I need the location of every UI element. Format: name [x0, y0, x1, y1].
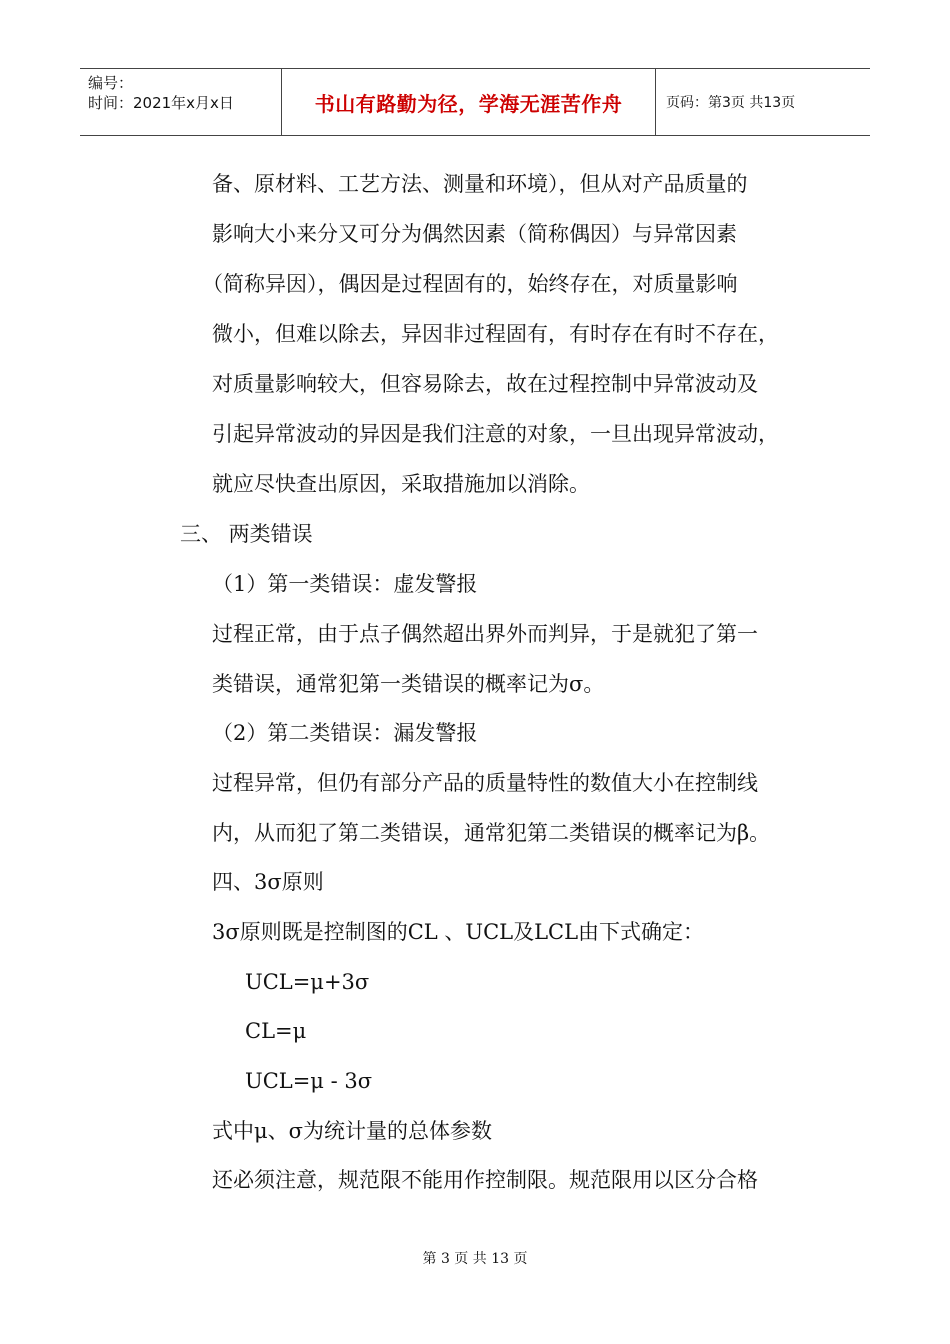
body-line: 影响大小来分又可分为偶然因素（简称偶因）与异常因素 [212, 222, 737, 246]
body-line: 式中μ、σ为统计量的总体参数 [212, 1119, 492, 1143]
body-line: 备、原材料、工艺方法、测量和环境），但从对产品质量的 [212, 172, 748, 196]
formula-ucl: UCL=μ+3σ [245, 970, 370, 994]
subsection-heading: （2）第二类错误：漏发警报 [212, 721, 478, 745]
body-line: 过程正常，由于点子偶然超出界外而判异，于是就犯了第一 [212, 622, 758, 646]
header-motto: 书山有路勤为径，学海无涯苦作舟 [314, 91, 623, 116]
header-page-info: 页码：第3页 共13页 [666, 95, 796, 111]
number-label: 编号： [88, 74, 134, 92]
header-page-cell [656, 69, 870, 135]
page-footer: 第 3 页 共 13 页 [422, 1251, 528, 1267]
body-line: 类错误，通常犯第一类错误的概率记为σ。 [212, 672, 605, 696]
body-line: 就应尽快查出原因，采取措施加以消除。 [212, 472, 590, 496]
subsection-heading: （1）第一类错误：虚发警报 [212, 572, 478, 596]
body-line: 3σ原则既是控制图的CL 、UCL及LCL由下式确定： [212, 920, 705, 944]
page-header [80, 68, 870, 136]
body-line: 内，从而犯了第二类错误，通常犯第二类错误的概率记为β。 [212, 821, 771, 845]
time-label: 时间：2021年x月x日 [88, 94, 234, 112]
body-line: 还必须注意，规范限不能用作控制限。规范限用以区分合格 [212, 1168, 758, 1192]
body-line: （简称异因），偶因是过程固有的，始终存在，对质量影响 [202, 272, 738, 296]
section-heading: 三、 两类错误 [180, 522, 313, 546]
body-line: 对质量影响较大，但容易除去，故在过程控制中异常波动及 [212, 372, 758, 396]
section-heading: 四、3σ原则 [212, 870, 324, 894]
body-line: 过程异常，但仍有部分产品的质量特性的数值大小在控制线 [212, 771, 758, 795]
body-line: 引起异常波动的异因是我们注意的对象，一旦出现异常波动， [212, 422, 779, 446]
formula-cl: CL=μ [245, 1019, 307, 1043]
header-meta-cell [80, 69, 282, 135]
formula-lcl: UCL=μ - 3σ [245, 1069, 373, 1093]
body-line: 微小，但难以除去，异因非过程固有，有时存在有时不存在， [212, 322, 779, 346]
header-motto-cell [282, 69, 656, 135]
